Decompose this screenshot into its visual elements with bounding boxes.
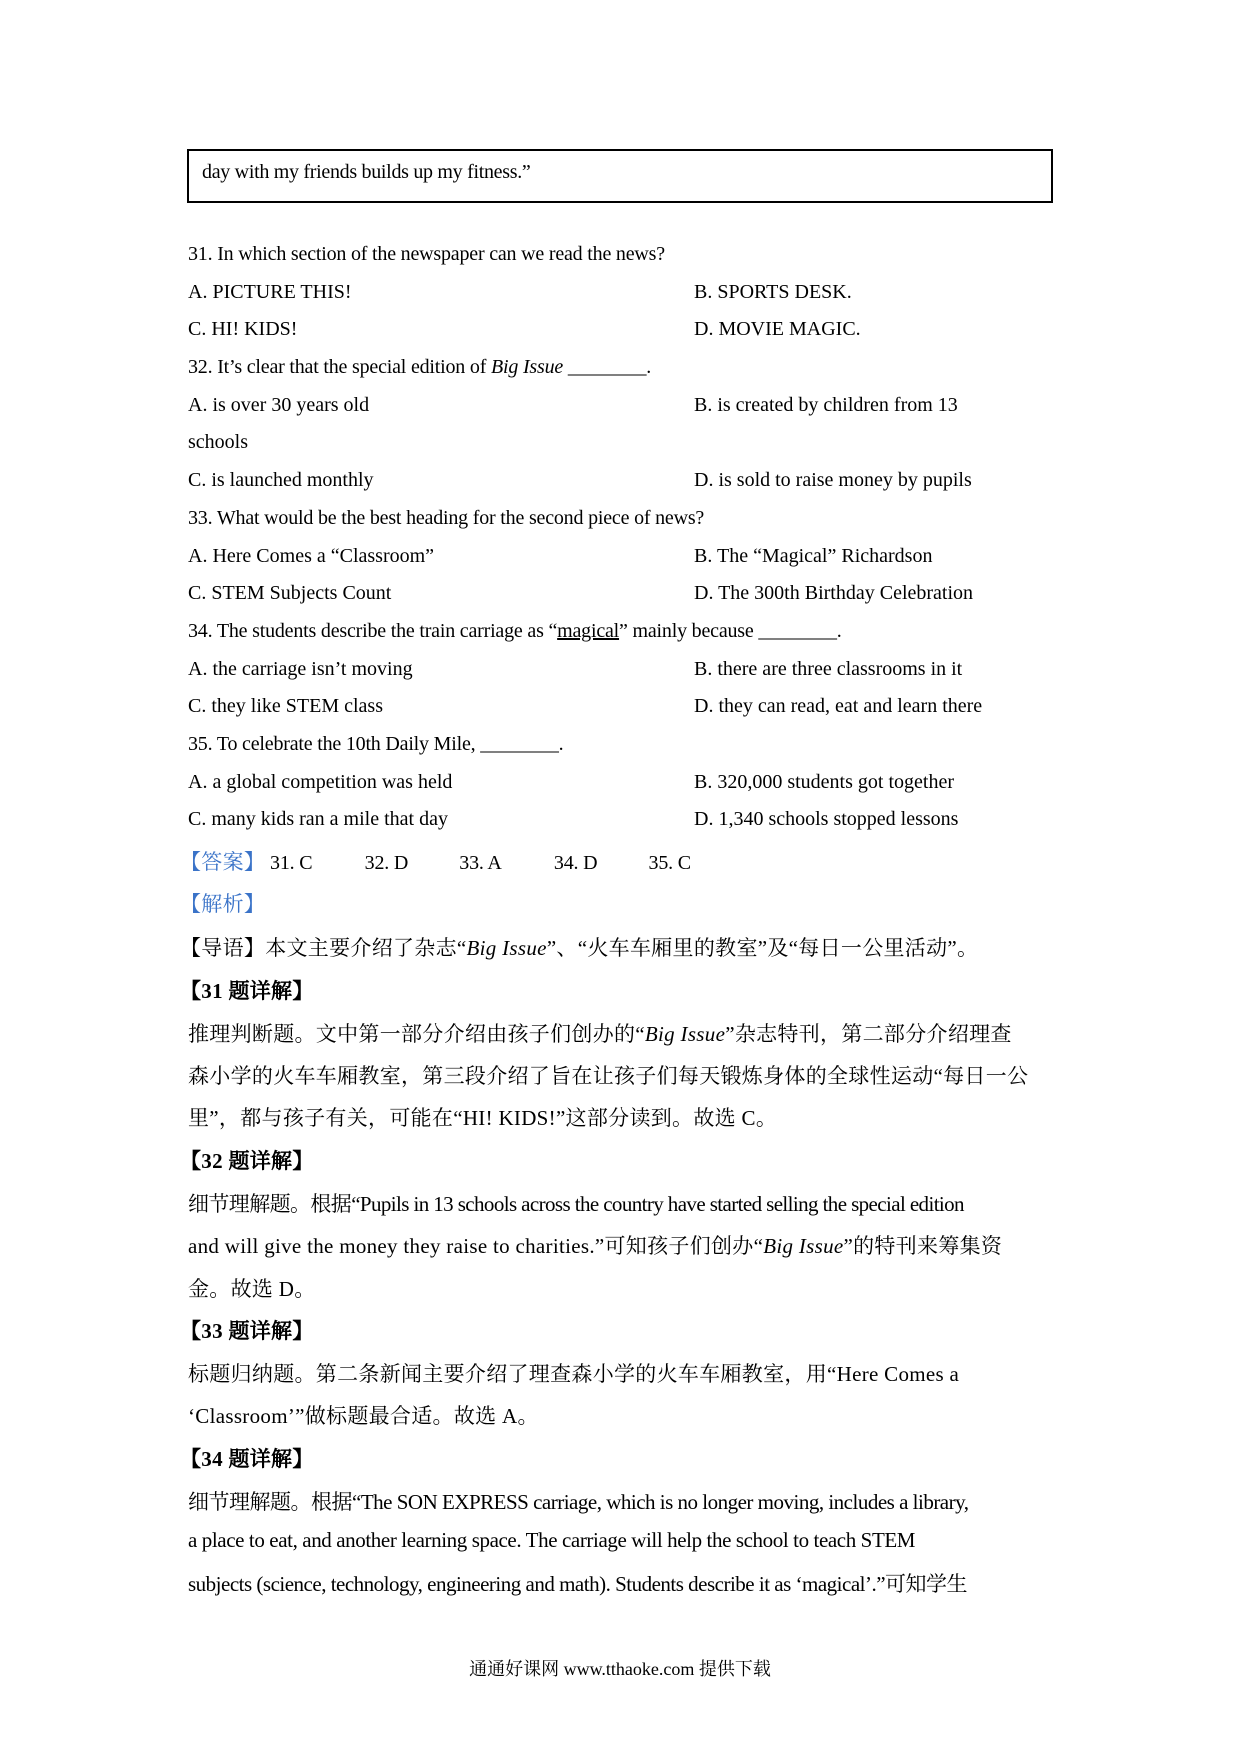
answer-31: 31. C bbox=[270, 852, 313, 874]
detail-34-line-1: 细节理解题。根据“The SON EXPRESS carriage, which is no longer moving, includes a library, bbox=[188, 1490, 969, 1514]
q34-stem-pre: 34. The students describe the train carriage as “ bbox=[188, 620, 558, 642]
detail-31-line-1-pre: 推理判断题。文中第一部分介绍由孩子们创办的“ bbox=[188, 1022, 645, 1046]
passage-box bbox=[187, 149, 1053, 203]
detail-34-line-2: a place to eat, and another learning space. The carriage will help the school to teach STEM bbox=[188, 1528, 916, 1552]
q34-option-a: A. the carriage isn’t moving bbox=[188, 658, 413, 680]
question-32-stem bbox=[188, 356, 651, 379]
q31-option-a: A. PICTURE THIS! bbox=[188, 281, 352, 303]
detail-32-line-3: 金。故选 D。 bbox=[188, 1277, 316, 1301]
page-footer: 通通好课网 www.tthaoke.com 提供下载 bbox=[469, 1659, 771, 1679]
answer-32: 32. D bbox=[364, 852, 409, 874]
q35-option-b: B. 320,000 students got together bbox=[694, 771, 954, 793]
detail-33-line-1: 标题归纳题。第二条新闻主要介绍了理查森小学的火车车厢教室，用“Here Comes a bbox=[188, 1362, 960, 1386]
detail-33-heading: 【33 题详解】 bbox=[180, 1319, 314, 1343]
q32-option-b: B. is created by children from 13 bbox=[694, 394, 958, 416]
detail-32-line-2-pre: and will give the money they raise to charities.”可知孩子们创办“ bbox=[188, 1234, 764, 1258]
detail-31-line-2: 森小学的火车车厢教室，第三段介绍了旨在让孩子们每天锻炼身体的全球性运动“每日一公 bbox=[188, 1064, 1029, 1088]
q32-stem-italic: Big Issue bbox=[490, 356, 564, 378]
detail-31-line-3: 里”，都与孩子有关，可能在“HI! KIDS!”这部分读到。故选 C。 bbox=[188, 1106, 778, 1130]
q32-stem-post: ________. bbox=[563, 356, 652, 378]
q34-option-b: B. there are three classrooms in it bbox=[694, 658, 963, 680]
detail-31-heading: 【31 题详解】 bbox=[180, 979, 314, 1003]
q32-option-d: D. is sold to raise money by pupils bbox=[694, 469, 972, 491]
question-33-stem: 33. What would be the best heading for the second piece of news? bbox=[188, 507, 705, 529]
passage-text: day with my friends builds up my fitness.” bbox=[202, 161, 531, 183]
q34-stem-underline: magical bbox=[557, 620, 620, 642]
detail-32-line-2-post: ”的特刊来筹集资 bbox=[843, 1234, 1003, 1258]
answer-line bbox=[180, 846, 709, 876]
intro-italic: Big Issue bbox=[466, 936, 547, 960]
question-34-stem bbox=[188, 620, 842, 643]
answer-label: 【答案】 bbox=[180, 850, 266, 874]
q31-option-d: D. MOVIE MAGIC. bbox=[694, 318, 861, 340]
answer-35: 35. C bbox=[648, 852, 691, 874]
q32-option-c: C. is launched monthly bbox=[188, 469, 374, 491]
q32-option-b-wrap: schools bbox=[188, 431, 248, 453]
q34-option-d: D. they can read, eat and learn there bbox=[694, 695, 983, 717]
intro-post: ”、“火车车厢里的教室”及“每日一公里活动”。 bbox=[546, 936, 979, 960]
q35-option-a: A. a global competition was held bbox=[188, 771, 453, 793]
detail-32-heading: 【32 题详解】 bbox=[180, 1149, 314, 1173]
detail-31-line-1-post: ”杂志特刊，第二部分介绍理查 bbox=[725, 1022, 1012, 1046]
detail-33-line-2: ‘Classroom’”做标题最合适。故选 A。 bbox=[188, 1404, 539, 1428]
detail-31-line-1 bbox=[188, 1018, 1012, 1048]
q35-option-d: D. 1,340 schools stopped lessons bbox=[694, 808, 959, 830]
answer-33: 33. A bbox=[459, 852, 502, 874]
detail-32-line-2 bbox=[188, 1230, 1002, 1260]
detail-34-heading: 【34 题详解】 bbox=[180, 1447, 314, 1471]
intro-line bbox=[180, 932, 978, 962]
q32-stem-pre: 32. It’s clear that the special edition of bbox=[188, 356, 491, 378]
detail-32-line-2-italic: Big Issue bbox=[763, 1234, 844, 1258]
detail-31-line-1-italic: Big Issue bbox=[644, 1022, 726, 1046]
intro-pre: 本文主要介绍了杂志“ bbox=[265, 936, 467, 960]
q32-option-a: A. is over 30 years old bbox=[188, 394, 370, 416]
q33-option-d: D. The 300th Birthday Celebration bbox=[694, 582, 974, 604]
question-35-stem: 35. To celebrate the 10th Daily Mile, ________. bbox=[188, 733, 564, 755]
q33-option-c: C. STEM Subjects Count bbox=[188, 582, 392, 604]
question-31-stem: 31. In which section of the newspaper can we read the news? bbox=[188, 243, 665, 265]
q31-option-b: B. SPORTS DESK. bbox=[694, 281, 852, 303]
q34-stem-post: ” mainly because ________. bbox=[619, 620, 842, 642]
q31-option-c: C. HI! KIDS! bbox=[188, 318, 298, 340]
q33-option-b: B. The “Magical” Richardson bbox=[694, 545, 933, 567]
q35-option-c: C. many kids ran a mile that day bbox=[188, 808, 448, 830]
intro-label: 【导语】 bbox=[180, 936, 266, 960]
q33-option-a: A. Here Comes a “Classroom” bbox=[188, 545, 435, 567]
answer-34: 34. D bbox=[553, 852, 598, 874]
q34-option-c: C. they like STEM class bbox=[188, 695, 383, 717]
analysis-label: 【解析】 bbox=[180, 892, 266, 916]
detail-34-line-3: subjects (science, technology, engineering and math). Students describe it as ‘magical’.”可知学生 bbox=[188, 1572, 968, 1596]
detail-32-line-1: 细节理解题。根据“Pupils in 13 schools across the country have started selling the special edition bbox=[188, 1192, 964, 1216]
